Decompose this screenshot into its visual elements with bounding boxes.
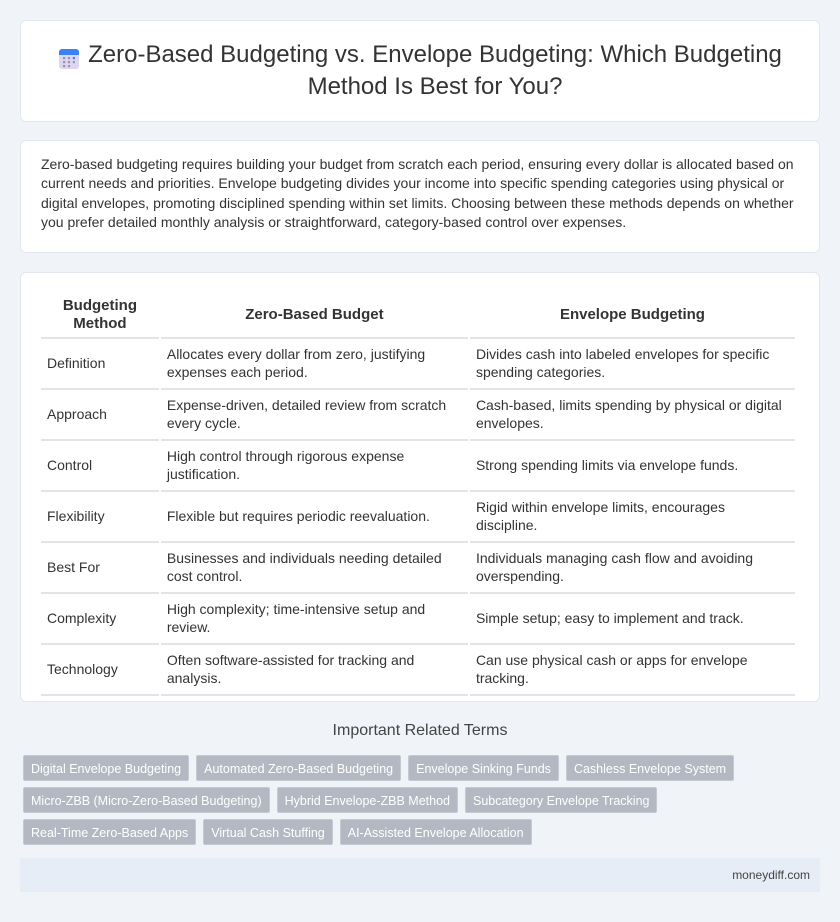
row-label: Complexity bbox=[41, 594, 159, 645]
related-term-tag[interactable]: Cashless Envelope System bbox=[566, 755, 734, 781]
calendar-icon bbox=[57, 47, 81, 71]
row-label: Approach bbox=[41, 390, 159, 441]
header-method: Budgeting Method bbox=[41, 293, 159, 339]
zero-based-cell: High control through rigorous expense justification. bbox=[161, 441, 468, 492]
zero-based-cell: Allocates every dollar from zero, justifying expenses each period. bbox=[161, 339, 468, 390]
header-envelope: Envelope Budgeting bbox=[470, 293, 795, 339]
related-term-tag[interactable]: AI-Assisted Envelope Allocation bbox=[340, 819, 532, 845]
zero-based-cell: Businesses and individuals needing detailed cost control. bbox=[161, 543, 468, 594]
zero-based-cell: Flexible but requires periodic reevaluation. bbox=[161, 492, 468, 543]
related-term-tag[interactable]: Subcategory Envelope Tracking bbox=[465, 787, 658, 813]
row-label: Definition bbox=[41, 339, 159, 390]
table-row bbox=[41, 390, 795, 441]
footer bbox=[20, 858, 820, 892]
intro-text: Zero-based budgeting requires building your budget from scratch each period, ensuring every dollar is allocated based on current needs and priorities. Envelope budgeting divides your income into specific spending categories using physical or digital envelopes, promoting disciplined spending within set limits. Choosing between these methods depends on whether you prefer detailed monthly analysis or straightforward, category-based control over expenses. bbox=[41, 156, 794, 230]
page-title: Zero-Based Budgeting vs. Envelope Budgeting: Which Budgeting Method Is Best for You? bbox=[88, 41, 782, 100]
header-zero-based: Zero-Based Budget bbox=[161, 293, 468, 339]
envelope-cell: Divides cash into labeled envelopes for specific spending categories. bbox=[470, 339, 795, 390]
row-label: Flexibility bbox=[41, 492, 159, 543]
related-terms-list bbox=[23, 755, 823, 845]
table-row bbox=[41, 492, 795, 543]
related-terms-heading: Important Related Terms bbox=[332, 722, 508, 739]
related-term-tag[interactable]: Real-Time Zero-Based Apps bbox=[23, 819, 196, 845]
related-term-tag[interactable]: Virtual Cash Stuffing bbox=[203, 819, 333, 845]
related-term-tag[interactable]: Automated Zero-Based Budgeting bbox=[196, 755, 401, 781]
zero-based-cell: Expense-driven, detailed review from scratch every cycle. bbox=[161, 390, 468, 441]
table-row bbox=[41, 594, 795, 645]
table-row bbox=[41, 339, 795, 390]
zero-based-cell: High complexity; time-intensive setup and review. bbox=[161, 594, 468, 645]
envelope-cell: Strong spending limits via envelope funds. bbox=[470, 441, 795, 492]
related-term-tag[interactable]: Envelope Sinking Funds bbox=[408, 755, 559, 781]
zero-based-cell: Often software-assisted for tracking and analysis. bbox=[161, 645, 468, 696]
table-row bbox=[41, 645, 795, 696]
table-header-row bbox=[41, 293, 795, 339]
related-term-tag[interactable]: Digital Envelope Budgeting bbox=[23, 755, 189, 781]
title-card bbox=[20, 20, 820, 122]
envelope-cell: Individuals managing cash flow and avoiding overspending. bbox=[470, 543, 795, 594]
comparison-card bbox=[20, 272, 820, 702]
envelope-cell: Simple setup; easy to implement and track. bbox=[470, 594, 795, 645]
row-label: Technology bbox=[41, 645, 159, 696]
related-term-tag[interactable]: Hybrid Envelope-ZBB Method bbox=[277, 787, 458, 813]
row-label: Best For bbox=[41, 543, 159, 594]
related-term-tag[interactable]: Micro-ZBB (Micro-Zero-Based Budgeting) bbox=[23, 787, 270, 813]
table-row bbox=[41, 543, 795, 594]
envelope-cell: Cash-based, limits spending by physical or digital envelopes. bbox=[470, 390, 795, 441]
envelope-cell: Rigid within envelope limits, encourages discipline. bbox=[470, 492, 795, 543]
comparison-table bbox=[39, 293, 797, 696]
envelope-cell: Can use physical cash or apps for envelope tracking. bbox=[470, 645, 795, 696]
table-row bbox=[41, 441, 795, 492]
row-label: Control bbox=[41, 441, 159, 492]
site-name[interactable]: moneydiff.com bbox=[732, 868, 810, 882]
intro-card bbox=[20, 140, 820, 253]
